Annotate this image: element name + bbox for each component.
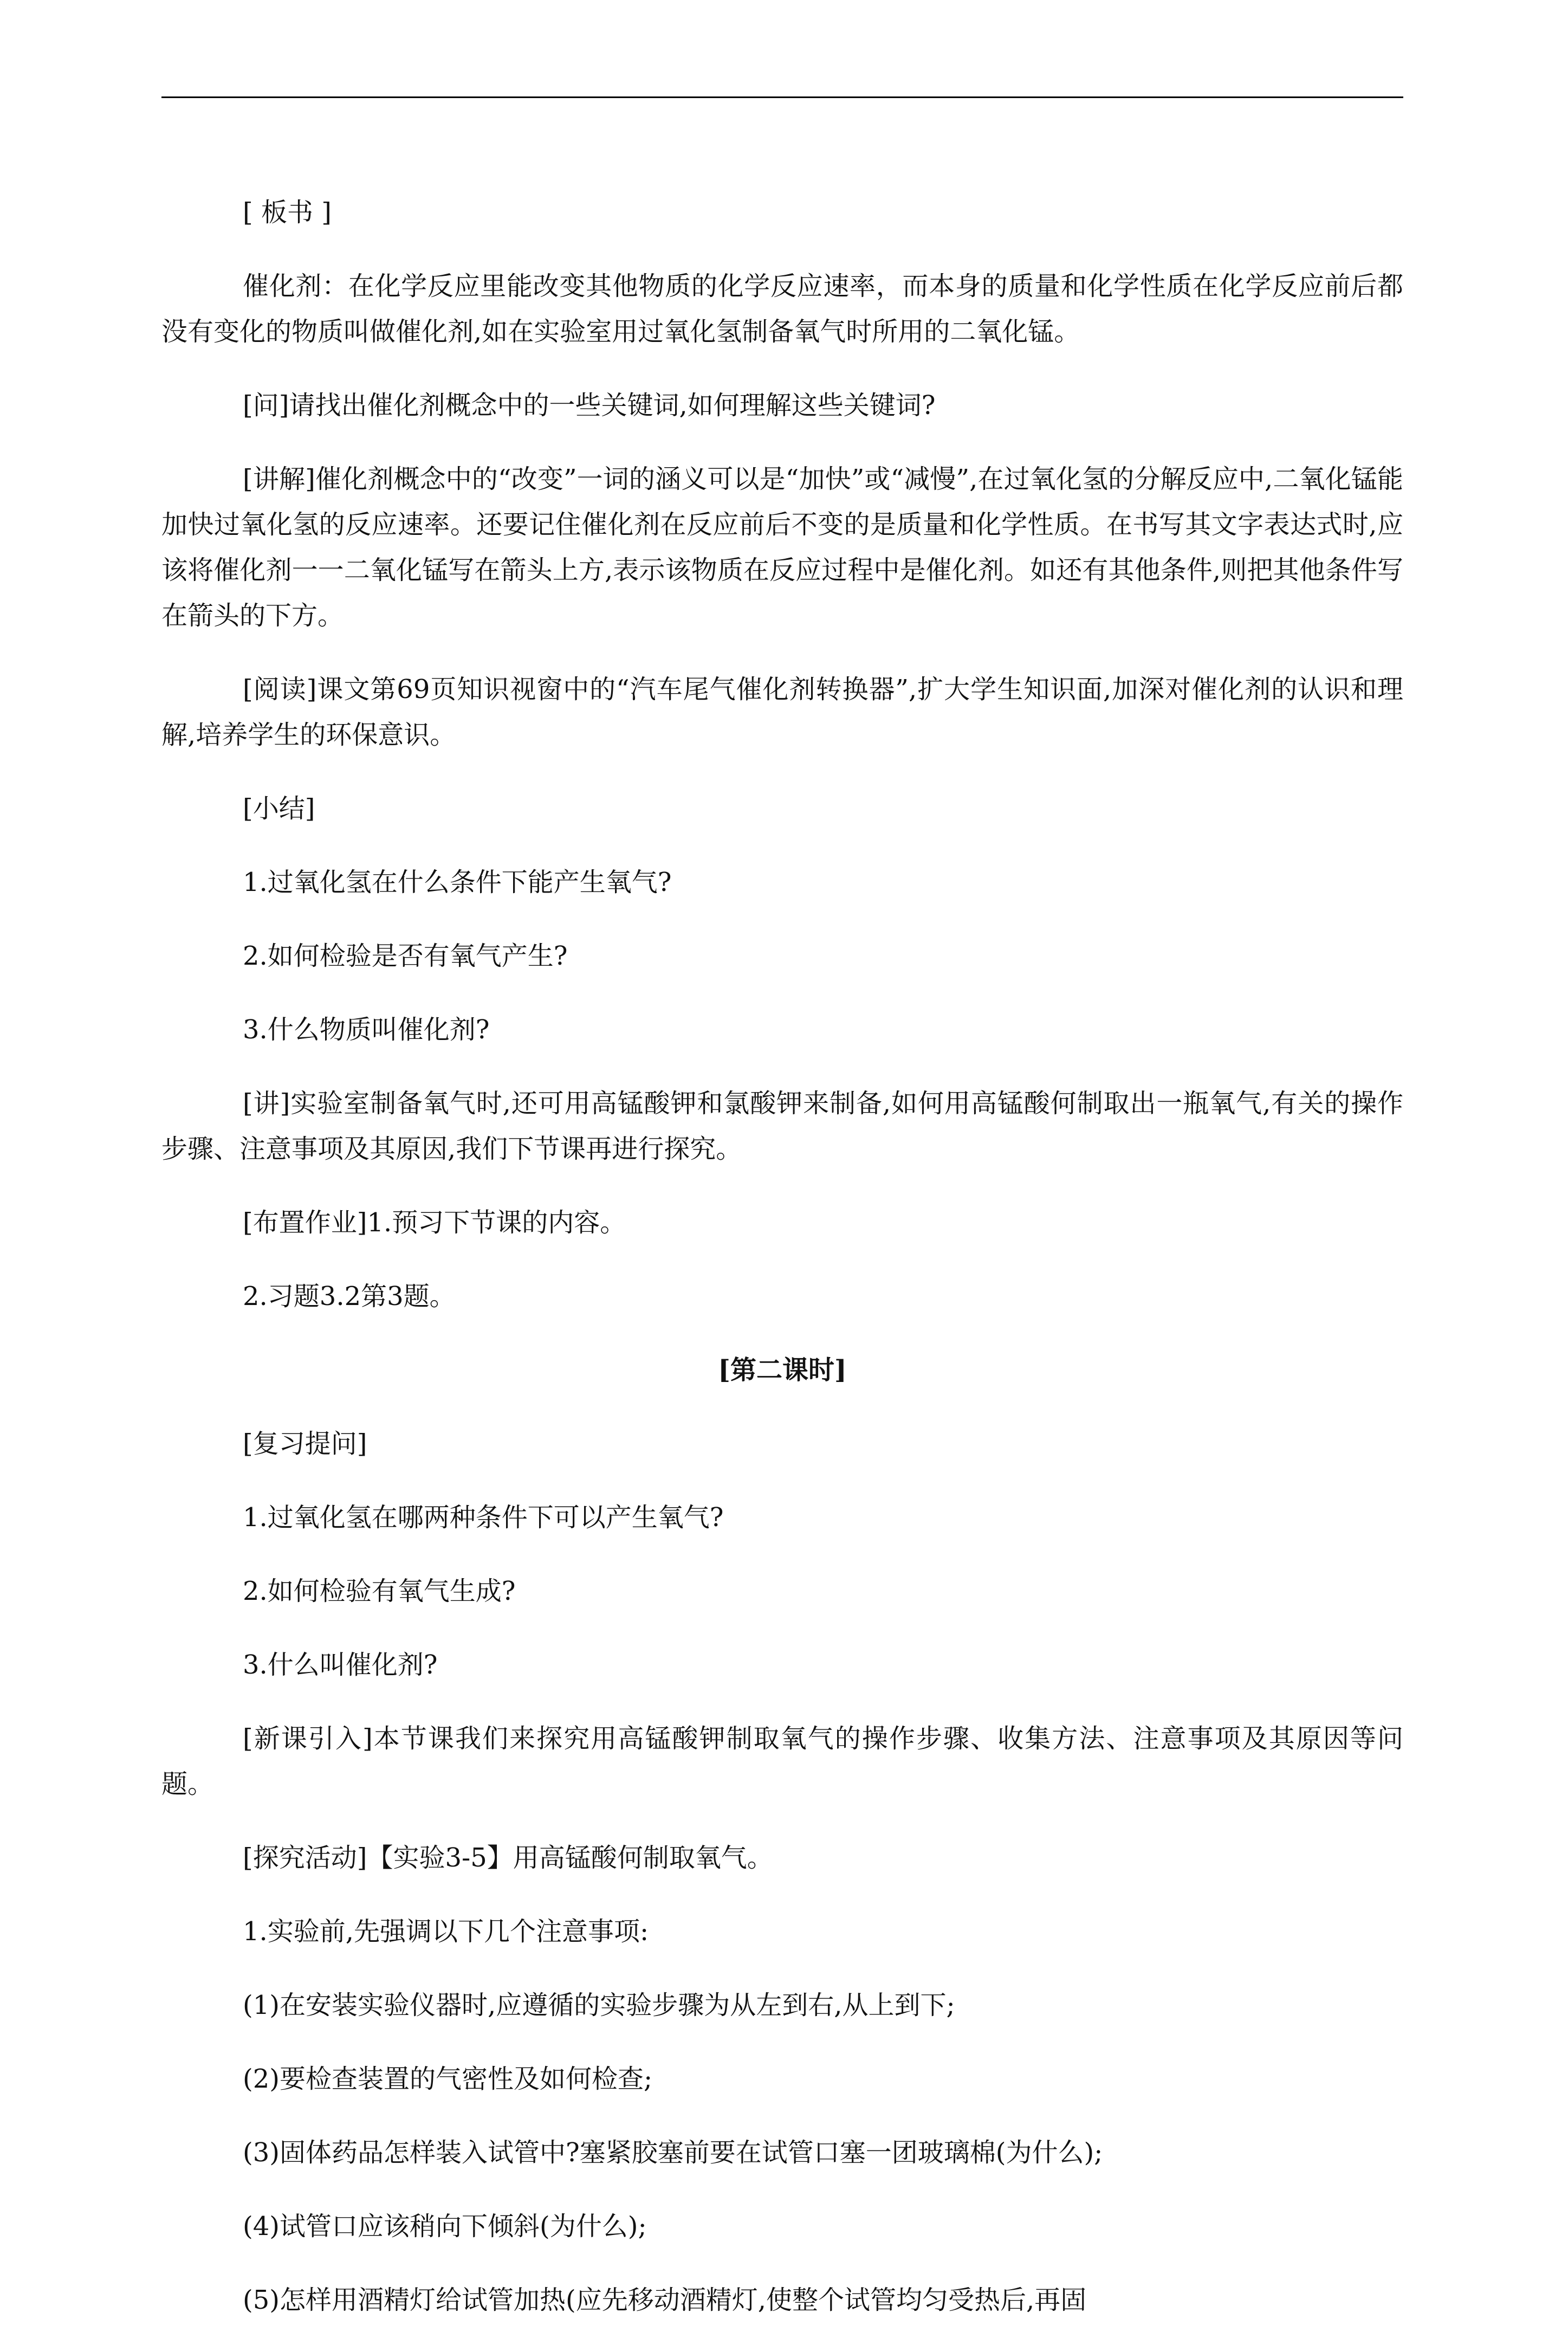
paragraph-step-1: 1.实验前,先强调以下几个注意事项:	[243, 1916, 649, 1947]
paragraph-summary-1: 1.过氧化氢在什么条件下能产生氧气?	[243, 867, 672, 897]
paragraph-summary-heading: [小结]	[243, 793, 315, 824]
paragraph-note-1: (1)在安装实验仪器时,应遵循的实验步骤为从左到右,从上到下;	[243, 1990, 955, 2020]
paragraph-board-note: [ 板书 ]	[243, 197, 332, 228]
paragraph-question: [问]请找出催化剂概念中的一些关键词,如何理解这些关键词?	[243, 390, 936, 421]
paragraph-activity: [探究活动]【实验3-5】用高锰酸何制取氧气。	[243, 1843, 773, 1873]
paragraph-note-4: (4)试管口应该稍向下倾斜(为什么);	[243, 2211, 647, 2242]
paragraph-summary-2: 2.如何检验是否有氧气产生?	[243, 941, 568, 971]
paragraph-new-lesson-intro: [新课引入]本节课我们来探究用高锰酸钾制取氧气的操作步骤、收集方法、注意事项及其原因等问题。	[161, 1723, 1403, 1799]
paragraph-catalyst-definition: 催化剂：在化学反应里能改变其他物质的化学反应速率，而本身的质量和化学性质在化学反应前后都没有变化的物质叫做催化剂,如在实验室用过氧化氢制备氧气时所用的二氧化锰。	[161, 271, 1403, 347]
paragraph-homework: [布置作业]1.预习下节课的内容。	[243, 1207, 626, 1238]
paragraph-review-heading: [复习提问]	[243, 1429, 367, 1459]
paragraph-review-1: 1.过氧化氢在哪两种条件下可以产生氧气?	[243, 1502, 724, 1533]
paragraph-reading: [阅读]课文第69页知识视窗中的“汽车尾气催化剂转换器”,扩大学生知识面,加深对催化剂的认识和理解,培养学生的环保意识。	[161, 674, 1403, 750]
paragraph-review-2: 2.如何检验有氧气生成?	[243, 1576, 516, 1606]
paragraph-note-3: (3)固体药品怎样装入试管中?塞紧胶塞前要在试管口塞一团玻璃棉(为什么);	[243, 2137, 1103, 2168]
paragraph-note-2: (2)要检查装置的气密性及如何检查;	[243, 2064, 653, 2094]
paragraph-explanation: [讲解]催化剂概念中的“改变”一词的涵义可以是“加快”或“减慢”,在过氧化氢的分解反应中,二氧化锰能加快过氧化氢的反应速率。还要记住催化剂在反应前后不变的是质量和化学性质。在书写其文字表达式时,应该将催化剂一一二氧化锰写在箭头上方,表示该物质在反应过程中是催化剂。如还有其他条件,则把其他条件写在箭头的下方。	[161, 464, 1403, 631]
header-rule	[161, 96, 1403, 98]
section-heading-second-lesson: [第二课时]	[718, 1355, 847, 1385]
paragraph-lecture: [讲]实验室制备氧气时,还可用高锰酸钾和氯酸钾来制备,如何用高锰酸何制取出一瓶氧气,有关的操作步骤、注意事项及其原因,我们下节课再进行探究。	[161, 1088, 1403, 1164]
paragraph-homework-2: 2.习题3.2第3题。	[243, 1281, 456, 1312]
paragraph-review-3: 3.什么叫催化剂?	[243, 1650, 438, 1680]
paragraph-note-5: (5)怎样用酒精灯给试管加热(应先移动酒精灯,使整个试管均匀受热后,再固	[243, 2285, 1087, 2315]
document-body	[161, 190, 1403, 2351]
paragraph-summary-3: 3.什么物质叫催化剂?	[243, 1015, 490, 1045]
